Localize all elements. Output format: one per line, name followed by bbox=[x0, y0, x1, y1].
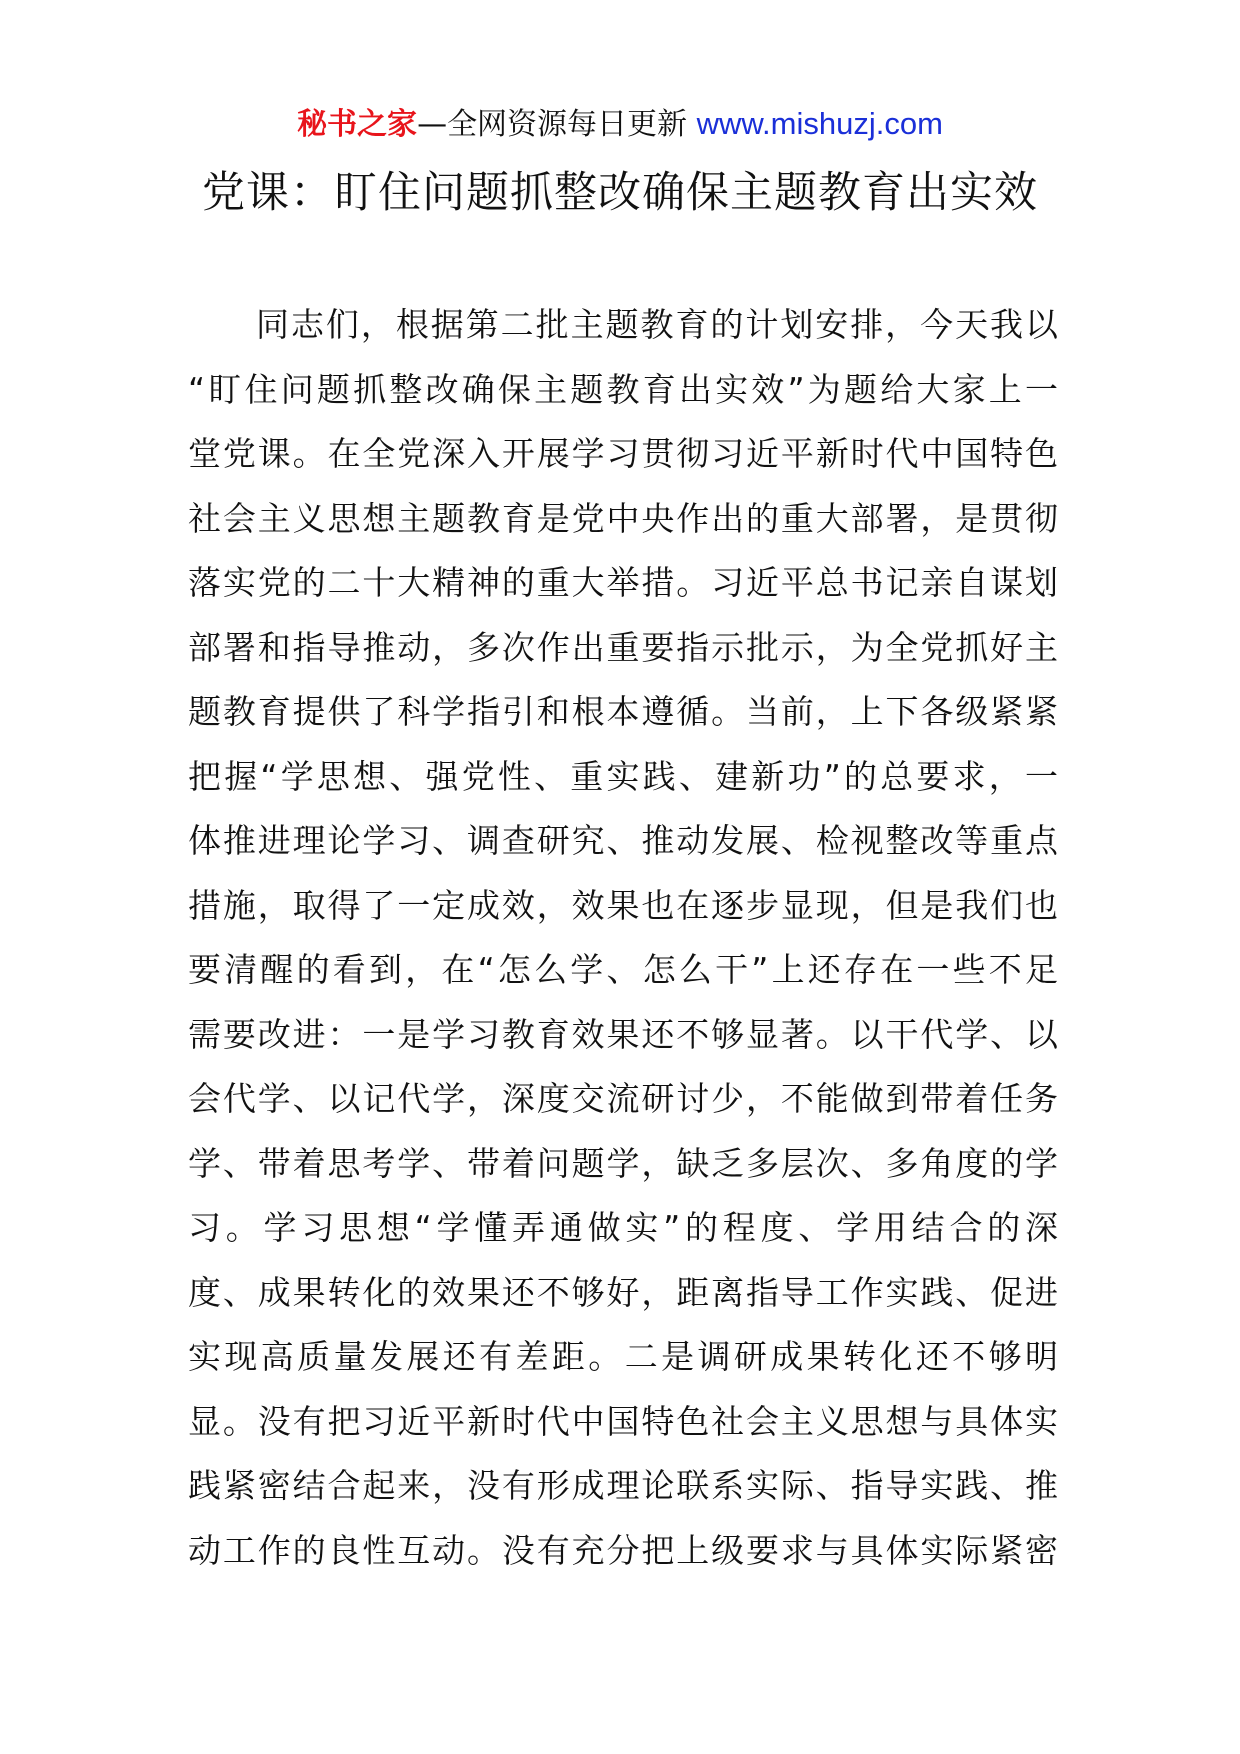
body-line: 显。没有把习近平新时代中国特色社会主义思想与具体实 bbox=[188, 1401, 1058, 1441]
body-line: 社会主义思想主题教育是党中央作出的重大部署，是贯彻 bbox=[188, 498, 1058, 538]
document-body bbox=[188, 293, 1058, 1583]
body-line: 动工作的良性互动。没有充分把上级要求与具体实际紧密 bbox=[188, 1530, 1058, 1570]
body-line: 要清醒的看到，在“怎么学、怎么干”上还存在一些不足 bbox=[188, 950, 1058, 989]
body-line: 实现高质量发展还有差距。二是调研成果转化还不够明 bbox=[188, 1337, 1058, 1376]
body-line: 会代学、以记代学，深度交流研讨少，不能做到带着任务 bbox=[188, 1079, 1058, 1118]
body-line: 把握“学思想、强党性、重实践、建新功”的总要求，一 bbox=[188, 756, 1058, 796]
body-line: 学、带着思考学、带着问题学，缺乏多层次、多角度的学 bbox=[188, 1143, 1058, 1183]
body-line: 体推进理论学习、调查研究、推动发展、检视整改等重点 bbox=[188, 821, 1058, 860]
site-header bbox=[0, 102, 1240, 147]
site-url-link[interactable]: www.mishuzj.com bbox=[696, 106, 943, 141]
body-line: 措施，取得了一定成效，效果也在逐步显现，但是我们也 bbox=[188, 885, 1058, 925]
body-line: “盯住问题抓整改确保主题教育出实效”为题给大家上一 bbox=[188, 369, 1058, 409]
body-line: 同志们，根据第二批主题教育的计划安排，今天我以 bbox=[256, 305, 1058, 344]
body-line: 习。学习思想“学懂弄通做实”的程度、学用结合的深 bbox=[188, 1208, 1058, 1247]
body-line: 题教育提供了科学指引和根本遵循。当前，上下各级紧紧 bbox=[188, 692, 1058, 731]
site-tagline: —全网资源每日更新 bbox=[417, 107, 688, 142]
body-line: 部署和指导推动，多次作出重要指示批示，为全党抓好主 bbox=[188, 627, 1058, 667]
body-line: 落实党的二十大精神的重大举措。习近平总书记亲自谋划 bbox=[188, 563, 1058, 602]
document-title: 党课：盯住问题抓整改确保主题教育出实效 bbox=[202, 168, 1038, 218]
site-name: 秘书之家 bbox=[297, 107, 418, 142]
body-line: 堂党课。在全党深入开展学习贯彻习近平新时代中国特色 bbox=[188, 434, 1058, 473]
body-line: 度、成果转化的效果还不够好，距离指导工作实践、促进 bbox=[188, 1272, 1058, 1312]
body-line: 践紧密结合起来，没有形成理论联系实际、指导实践、推 bbox=[188, 1466, 1058, 1505]
body-line: 需要改进：一是学习教育效果还不够显著。以干代学、以 bbox=[188, 1014, 1058, 1054]
